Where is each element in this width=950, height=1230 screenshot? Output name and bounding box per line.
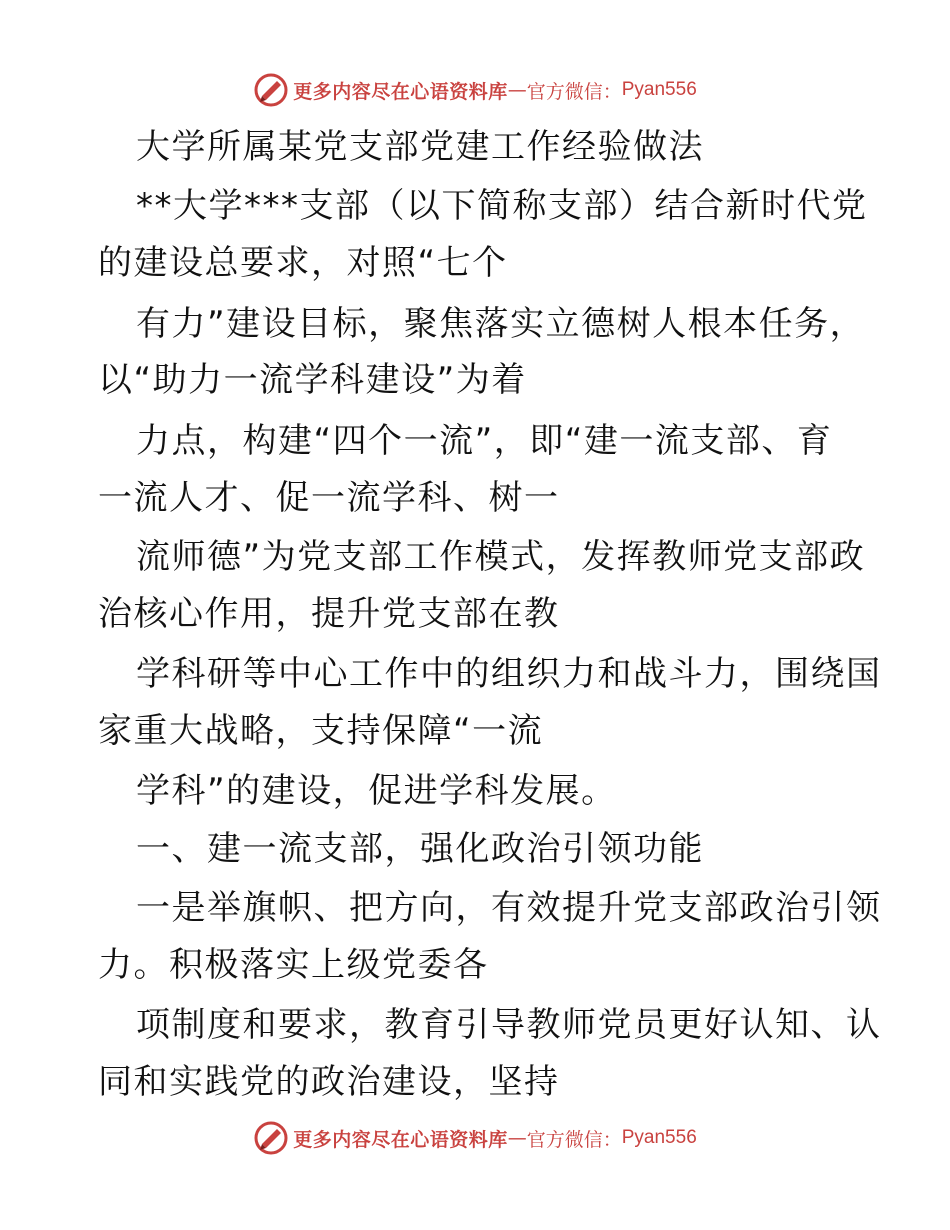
banner-wechat-label: 官方微信：: [526, 80, 622, 103]
text-line: 治核心作用，提升党支部在教: [98, 594, 560, 634]
text-line: 一是举旗帜、把方向，有效提升党支部政治引领: [136, 888, 882, 928]
banner-main-text: 更多内容尽在心语资料库: [293, 80, 508, 103]
banner-dash: —: [507, 1127, 527, 1149]
pen-logo-icon: [253, 72, 289, 108]
section-heading: 一、建一流支部，强化政治引领功能: [136, 829, 704, 869]
header-banner: [0, 70, 950, 110]
pen-logo-icon: [253, 1120, 289, 1156]
banner-wechat-id: Pyan556: [621, 79, 697, 100]
banner-main-text: 更多内容尽在心语资料库: [293, 1128, 508, 1151]
banner-wechat-label: 官方微信：: [526, 1128, 622, 1151]
text-line: 一流人才、促一流学科、树一: [98, 478, 560, 518]
text-line: 的建设总要求，对照“七个: [98, 243, 508, 283]
text-line: 学科”的建设，促进学科发展。: [136, 771, 617, 811]
text-line: 力点，构建“四个一流”，即“建一流支部、育: [136, 421, 833, 461]
text-line: **大学***支部（以下简称支部）结合新时代党: [136, 186, 868, 226]
text-line: 有力”建设目标，聚焦落实立德树人根本任务，: [136, 304, 866, 344]
banner-wechat-id: Pyan556: [621, 1127, 697, 1148]
banner-dash: —: [507, 79, 527, 101]
footer-banner: [0, 1118, 950, 1158]
text-line: 同和实践党的政治建设，坚持: [98, 1062, 560, 1102]
text-line: 以“助力一流学科建设”为着: [98, 360, 527, 400]
text-line: 力。积极落实上级党委各: [98, 945, 489, 985]
doc-title: 大学所属某党支部党建工作经验做法: [136, 127, 704, 167]
text-line: 学科研等中心工作中的组织力和战斗力，围绕国: [136, 654, 882, 694]
text-line: 家重大战略，支持保障“一流: [98, 711, 544, 751]
text-line: 流师德”为党支部工作模式，发挥教师党支部政: [136, 537, 866, 577]
text-line: 项制度和要求，教育引导教师党员更好认知、认: [136, 1005, 882, 1045]
